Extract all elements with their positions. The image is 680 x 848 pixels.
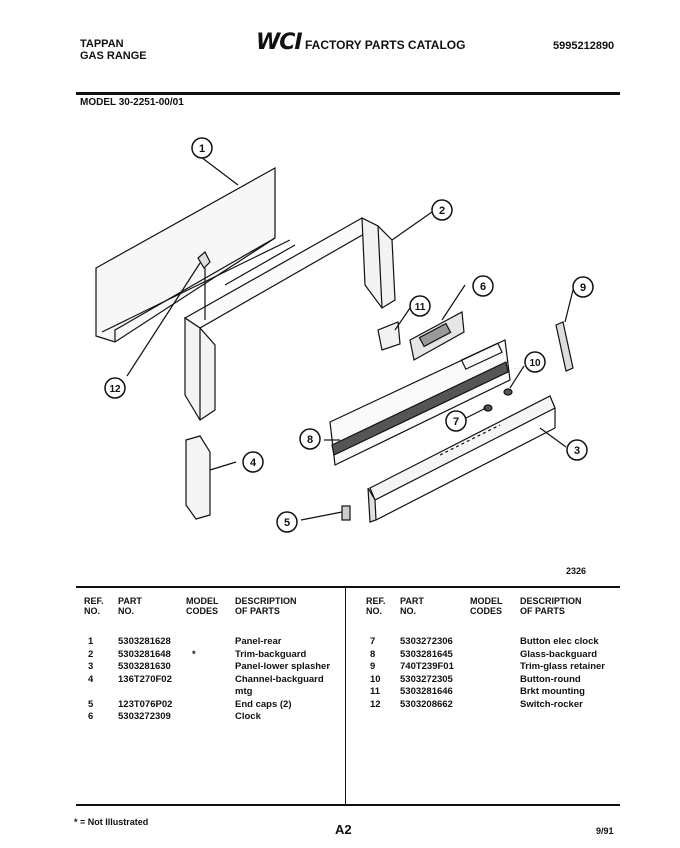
- header-part-no: PART NO.: [118, 596, 142, 616]
- table-row: [366, 686, 620, 699]
- cell-ref: 5: [88, 698, 94, 710]
- header-description-right: DESCRIPTION OF PARTS: [520, 596, 582, 616]
- cell-ref: 7: [370, 636, 376, 647]
- callout-label-2: 2: [438, 205, 446, 217]
- table-row: [366, 674, 620, 687]
- header-model-codes: MODEL CODES: [186, 596, 219, 616]
- figure-number: 2326: [566, 566, 587, 576]
- cell-ref: 6: [88, 711, 94, 722]
- table-divider: [345, 588, 346, 804]
- callout-label-4: 4: [249, 457, 257, 469]
- cell-desc: Trim-glass retainer: [520, 661, 606, 672]
- cell-ref: 8: [370, 648, 376, 660]
- catalog-number: 5995212890: [553, 40, 615, 52]
- header-part-no-right: PART NO.: [400, 596, 424, 616]
- callout-label-12: 12: [109, 384, 121, 395]
- cell-ref: 3: [88, 661, 94, 672]
- callout-label-1: 1: [198, 143, 206, 155]
- callout-label-6: 6: [479, 281, 487, 293]
- cell-desc: Panel-rear: [235, 636, 282, 647]
- model-number: MODEL 30-2251-00/01: [80, 97, 184, 108]
- bracket-part: [378, 322, 400, 350]
- table-row: [84, 674, 344, 687]
- cell-desc: Button-round: [520, 673, 581, 685]
- cell-code: *: [192, 648, 196, 660]
- cell-ref: 11: [370, 686, 381, 697]
- cell-part: 5303281648: [118, 648, 171, 660]
- cell-ref: 2: [88, 648, 94, 660]
- cell-ref: 12: [370, 698, 381, 710]
- catalog-title: FACTORY PARTS CATALOG: [305, 38, 466, 52]
- table-row: [366, 661, 620, 674]
- trim-retainer-part: [556, 322, 573, 371]
- cell-part: 5303272309: [118, 711, 171, 722]
- table-row: [84, 686, 344, 699]
- cell-desc: Clock: [235, 711, 261, 722]
- cell-ref: 1: [88, 636, 94, 647]
- table-row: [84, 711, 344, 724]
- table-row: [366, 649, 620, 662]
- cell-part: 136T270F02: [118, 673, 172, 685]
- table-row: [366, 699, 620, 712]
- cell-desc: mtg: [235, 686, 253, 697]
- channel-part: [186, 436, 210, 519]
- callout-label-3: 3: [573, 445, 581, 457]
- cell-part: 740T239F01: [400, 661, 454, 672]
- cell-part: 5303281628: [118, 636, 171, 647]
- page-number: A2: [335, 822, 352, 837]
- header-description: DESCRIPTION OF PARTS: [235, 596, 297, 616]
- cell-desc: Button elec clock: [520, 636, 599, 647]
- round-button-part: [504, 389, 512, 395]
- cell-desc: End caps (2): [235, 698, 292, 710]
- cell-desc: Channel-backguard: [235, 673, 324, 685]
- table-row: [84, 649, 344, 662]
- revision-date: 9/91: [596, 826, 614, 836]
- cell-desc: Trim-backguard: [235, 648, 307, 660]
- end-cap-part: [342, 506, 350, 520]
- table-row: [366, 636, 620, 649]
- callout-label-8: 8: [306, 434, 314, 446]
- callout-label-11: 11: [414, 302, 426, 313]
- table-row: [84, 636, 344, 649]
- header-ref-no-right: REF. NO.: [366, 596, 386, 616]
- brand-name: TAPPAN: [80, 38, 124, 50]
- cell-part: 5303281630: [118, 661, 171, 672]
- cell-part: 5303281645: [400, 648, 453, 660]
- header-ref-no: REF. NO.: [84, 596, 104, 616]
- cell-ref: 4: [88, 673, 94, 685]
- cell-part: 123T076P02: [118, 698, 173, 710]
- cell-part: 5303272306: [400, 636, 453, 647]
- callout-label-5: 5: [283, 517, 291, 529]
- cell-part: 5303208662: [400, 698, 453, 710]
- rear-panel-part: [96, 168, 275, 342]
- parts-list-left: [84, 636, 344, 724]
- cell-part: 5303272305: [400, 673, 453, 685]
- callout-label-10: 10: [529, 358, 541, 369]
- header-model-codes-right: MODEL CODES: [470, 596, 503, 616]
- table-top-rule: [76, 586, 620, 588]
- table-row: [84, 699, 344, 712]
- table-bottom-rule: [76, 804, 620, 806]
- cell-part: 5303281646: [400, 686, 453, 697]
- cell-desc: Brkt mounting: [520, 686, 585, 697]
- cell-desc: Glass-backguard: [520, 648, 598, 660]
- cell-desc: Panel-lower splasher: [235, 661, 331, 672]
- cell-ref: 10: [370, 673, 381, 685]
- parts-list-right: [366, 636, 620, 711]
- callout-label-7: 7: [452, 416, 460, 428]
- cell-desc: Switch-rocker: [520, 698, 583, 710]
- product-type: GAS RANGE: [80, 50, 147, 62]
- footnote: * = Not Illustrated: [74, 817, 149, 827]
- cell-ref: 9: [370, 661, 376, 672]
- table-row: [84, 661, 344, 674]
- wci-logo: WCI: [256, 30, 302, 55]
- callout-label-9: 9: [579, 282, 587, 294]
